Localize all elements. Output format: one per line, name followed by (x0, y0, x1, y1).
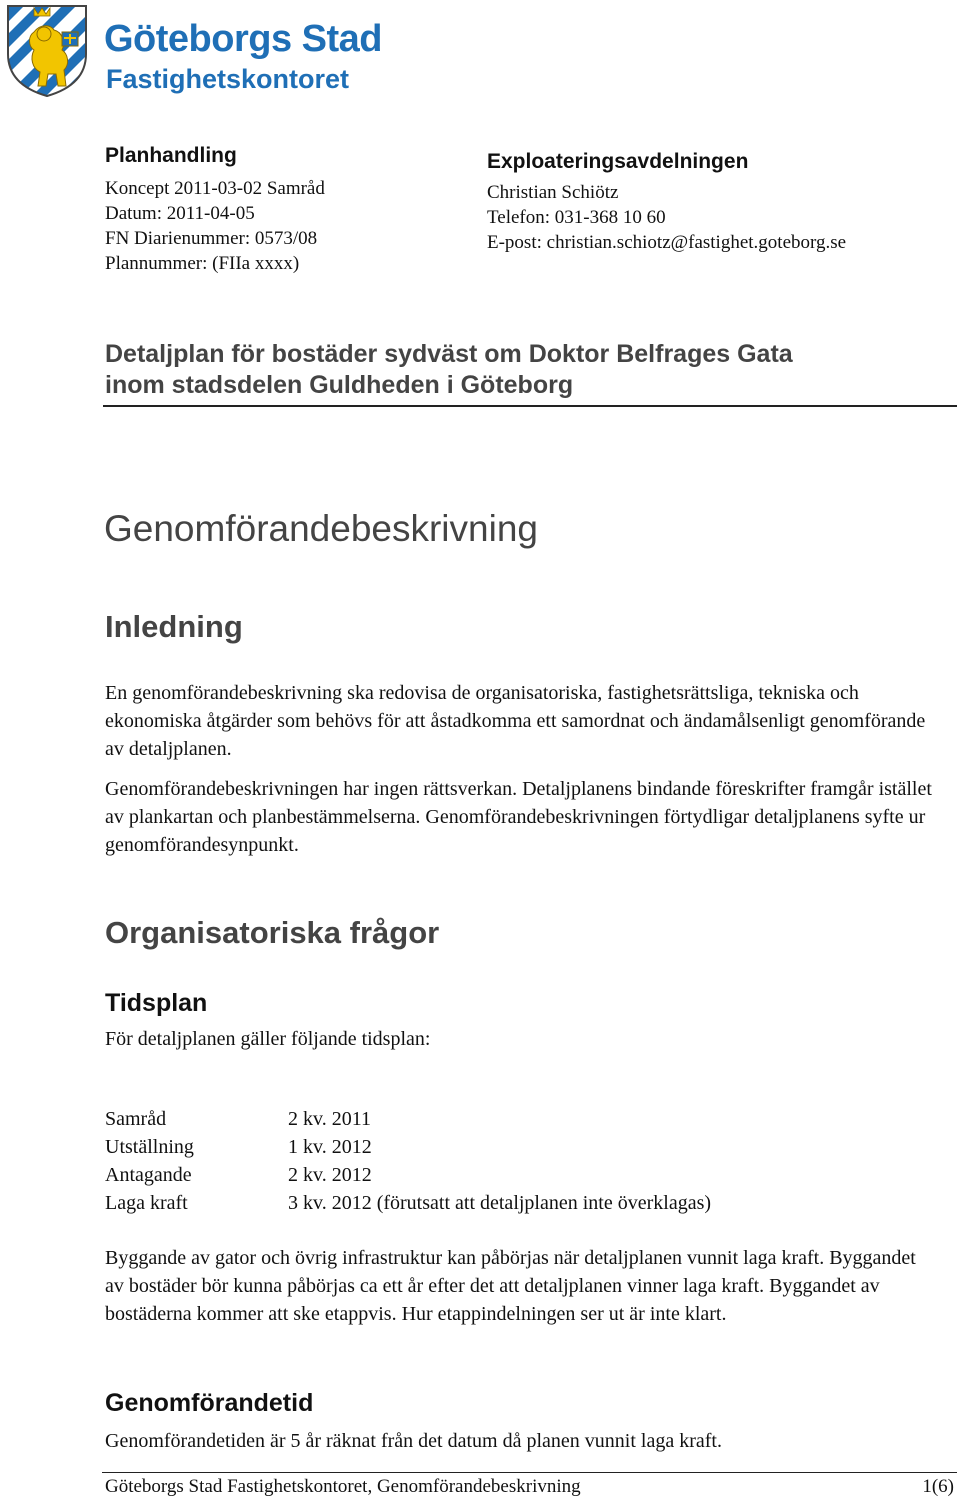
document-title-line: Detaljplan för bostäder sydväst om Doktor Belfrages Gata (105, 340, 793, 368)
paragraph: En genomförandebeskrivning ska redovisa de organisatoriska, fastighetsrättsliga, tekniska och ekonomiska åtgärder som behövs för att åstadkomma ett samordnat och ändamålsenligt genomförande av detaljplanen. (105, 682, 926, 760)
plan-info-line: Datum: 2011-04-05 (105, 203, 255, 224)
subsection-heading-genomforandetid: Genomförandetid (105, 1389, 314, 1417)
schedule-stage: Laga kraft (105, 1192, 188, 1214)
schedule-when: 3 kv. 2012 (förutsatt att detaljplanen inte överklagas) (288, 1192, 712, 1214)
schedule-when: 2 kv. 2011 (288, 1108, 371, 1130)
title-divider (103, 405, 957, 407)
paragraph: Byggande av gator och övrig infrastruktur kan påbörjas när detaljplanen vunnit laga kraft. Byggandet av bostäder bör kunna påbörjas ca ett år efter det att detaljplanen vinner laga kraft. Byggandet av bostäderna kommer att ske etappvis. Hur etappindelningen ser ut är inte klart. (105, 1247, 916, 1325)
plan-info-title: Planhandling (105, 144, 237, 167)
contact-phone: Telefon: 031-368 10 60 (487, 207, 666, 228)
main-heading: Genomförandebeskrivning (104, 508, 538, 549)
paragraph: Genomförandetiden är 5 år räknat från det datum då planen vunnit laga kraft. (105, 1430, 722, 1452)
contact-block (487, 150, 846, 255)
goteborg-coat-of-arms-icon (4, 2, 90, 98)
contact-title: Exploateringsavdelningen (487, 150, 749, 173)
schedule-when: 2 kv. 2012 (288, 1164, 372, 1186)
document-title-line: inom stadsdelen Guldheden i Göteborg (105, 371, 574, 399)
schedule-stage: Antagande (105, 1164, 192, 1186)
footer-divider (102, 1472, 957, 1473)
schedule-stage: Utställning (105, 1136, 194, 1158)
section-heading-organisatoriska: Organisatoriska frågor (105, 915, 440, 950)
plan-info-line: Plannummer: (FIIa xxxx) (105, 253, 300, 274)
subsection-heading-tidsplan: Tidsplan (105, 989, 208, 1017)
contact-name: Christian Schiötz (487, 182, 619, 203)
schedule-when: 1 kv. 2012 (288, 1136, 372, 1158)
organization-department: Fastighetskontoret (106, 64, 350, 94)
footer-text: Göteborgs Stad Fastighetskontoret, Genomförandebeskrivning (105, 1476, 581, 1497)
plan-info-block (105, 144, 325, 276)
document-title (105, 339, 793, 401)
paragraph: Genomförandebeskrivningen har ingen rättsverkan. Detaljplanens bindande föreskrifter framgår istället av plankartan och planbestämmelserna. Genomförandebeskrivningen förtydligar detaljplanens syfte ur genomförandesynpunkt. (105, 778, 932, 856)
contact-email[interactable]: E-post: christian.schiotz@fastighet.goteborg.se (487, 232, 847, 253)
schedule-row (105, 1105, 711, 1133)
schedule-row (105, 1189, 711, 1217)
section-heading-inledning: Inledning (105, 609, 243, 644)
page-number: 1(6) (922, 1476, 954, 1497)
paragraph: För detaljplanen gäller följande tidsplan: (105, 1028, 431, 1050)
plan-info-line: Koncept 2011-03-02 Samråd (105, 178, 325, 199)
schedule-stage: Samråd (105, 1108, 167, 1130)
schedule-row (105, 1133, 711, 1161)
schedule-row (105, 1161, 711, 1189)
schedule-table (105, 1105, 711, 1217)
plan-info-line: FN Diarienummer: 0573/08 (105, 228, 318, 249)
organization-name: Göteborgs Stad (104, 18, 383, 60)
